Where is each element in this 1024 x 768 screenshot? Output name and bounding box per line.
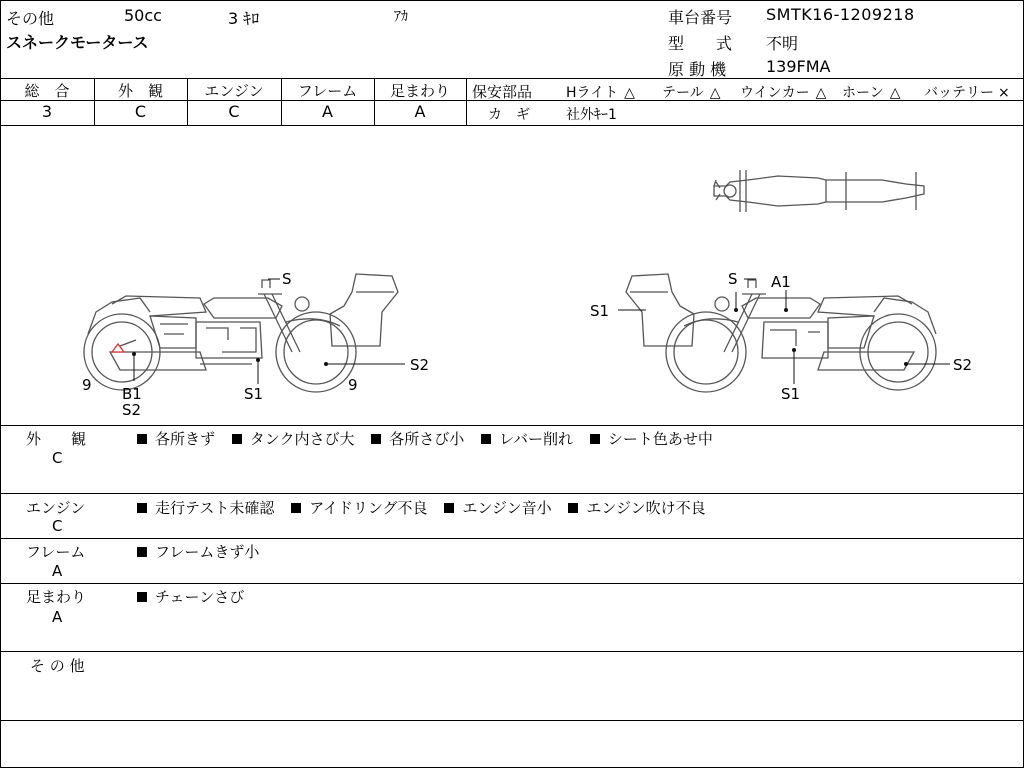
- category-text: その他: [6, 9, 55, 28]
- grade-table-top: [0, 78, 1024, 79]
- remark-grade-frame: A: [52, 562, 63, 580]
- safety-item-mark: △: [624, 85, 635, 101]
- frame-no-value: SMTK16-1209218: [766, 5, 915, 24]
- bike-top-view: [714, 170, 924, 212]
- remark-item: シート色あせ中: [607, 430, 713, 448]
- remark-divider: [0, 720, 1024, 721]
- bullet-icon: [291, 503, 301, 513]
- remark-grade-suspension: A: [52, 608, 63, 626]
- label-left-s2-below: S2: [122, 401, 142, 419]
- bullet-icon: [481, 434, 491, 444]
- label-right-s2: S2: [953, 356, 973, 374]
- bullet-icon: [444, 503, 454, 513]
- remark-label-exterior: 外 観: [26, 430, 87, 448]
- safety-item-horn: [842, 82, 901, 102]
- safety-item-mark: ×: [998, 85, 1010, 101]
- color-text: ｱｶ: [394, 9, 408, 25]
- bullet-icon: [137, 503, 147, 513]
- safety-item-mark: △: [889, 85, 901, 101]
- remark-items-suspension: [137, 586, 256, 607]
- safety-item-mark: △: [815, 85, 827, 101]
- safety-item-winker: [740, 82, 826, 102]
- safety-item-mark: △: [709, 85, 721, 101]
- grade-header-suspension: 足まわり: [389, 82, 450, 100]
- remark-item: フレームきず小: [155, 543, 260, 561]
- engine-model-label: 原 動 機: [668, 60, 727, 79]
- safety-item-name: テール: [662, 85, 704, 101]
- remark-label-frame: フレーム: [26, 543, 86, 561]
- grade-header-frame: フレーム: [297, 82, 358, 100]
- label-left-s1: S1: [244, 385, 264, 403]
- grade-value-frame: A: [322, 102, 333, 121]
- grade-value-suspension: A: [414, 102, 426, 121]
- key-label: カ ギ: [488, 107, 530, 123]
- safety-item-battery: [924, 82, 1010, 102]
- grade-header-engine: エンジン: [204, 82, 264, 100]
- remark-item: エンジン吹け不良: [586, 499, 706, 517]
- shop-name: スネークモータース: [6, 33, 149, 52]
- label-left-b1: B1: [122, 385, 142, 403]
- key-value: 社外ｷｰ1: [566, 107, 617, 123]
- safety-item-taillight: [662, 82, 721, 102]
- label-left-nine-rear: 9: [82, 376, 92, 394]
- remark-label-suspension: 足まわり: [26, 588, 87, 606]
- bike-right-view: [618, 274, 950, 392]
- remark-item: アイドリング不良: [309, 499, 428, 517]
- grade-value-overall: 3: [41, 102, 53, 121]
- frame-no-label: 車台番号: [668, 8, 733, 27]
- remark-grade-exterior: C: [52, 449, 63, 467]
- safety-item-name: Hライト: [566, 85, 619, 101]
- remark-divider: [0, 651, 1024, 652]
- label-right-s1-left: S1: [590, 302, 610, 320]
- safety-item-name: ホーン: [842, 85, 884, 101]
- safety-item-name: バッテリー: [924, 85, 994, 101]
- remark-item: エンジン音小: [462, 499, 552, 517]
- remark-divider: [0, 583, 1024, 584]
- grade-col-divider: [466, 78, 467, 125]
- model-label: 型 式: [668, 34, 733, 53]
- grade-value-exterior: C: [134, 102, 147, 121]
- bullet-icon: [137, 592, 147, 602]
- remark-grade-engine: C: [52, 517, 63, 535]
- remark-item: チェーンさび: [155, 588, 245, 606]
- remark-item: 走行テスト未確認: [155, 499, 275, 517]
- safety-parts-label: 保安部品: [472, 83, 533, 101]
- bullet-icon: [232, 434, 242, 444]
- remark-item: 各所きず: [155, 430, 216, 448]
- engine-model-value: 139FMA: [766, 57, 831, 76]
- label-right-s1-bottom: S1: [781, 385, 801, 403]
- grade-value-engine: C: [228, 102, 240, 121]
- displacement-text: 50cc: [124, 6, 162, 25]
- label-left-nine-front: 9: [348, 376, 358, 394]
- bullet-icon: [371, 434, 381, 444]
- remark-item: レバー削れ: [499, 430, 574, 448]
- bullet-icon: [590, 434, 600, 444]
- label-right-a1: A1: [771, 273, 791, 291]
- remark-items-engine: [137, 497, 718, 518]
- remark-items-exterior: [137, 428, 725, 449]
- bike-left-view: [84, 274, 405, 392]
- remark-item: タンク内さび大: [249, 430, 355, 448]
- safety-item-name: ウインカー: [740, 85, 810, 101]
- remark-items-frame: [137, 541, 271, 562]
- safety-item-headlight: [566, 82, 635, 102]
- damage-diagram: [0, 126, 1024, 426]
- bullet-icon: [137, 547, 147, 557]
- remark-label-other: そ の 他: [30, 657, 85, 675]
- label-left-s-top: S: [282, 270, 292, 288]
- remark-divider: [0, 538, 1024, 539]
- bullet-icon: [137, 434, 147, 444]
- label-left-s2: S2: [410, 356, 430, 374]
- grade-header-overall: 総 合: [24, 82, 70, 100]
- model-value: 不明: [766, 34, 799, 53]
- grade-header-exterior: 外 観: [117, 82, 163, 100]
- label-right-s-top: S: [728, 270, 738, 288]
- remark-label-engine: エンジン: [26, 499, 86, 517]
- bullet-icon: [568, 503, 578, 513]
- remark-divider: [0, 493, 1024, 494]
- mileage-text: 3 ｷﾛ: [228, 9, 260, 28]
- remark-item: 各所さび小: [389, 430, 465, 448]
